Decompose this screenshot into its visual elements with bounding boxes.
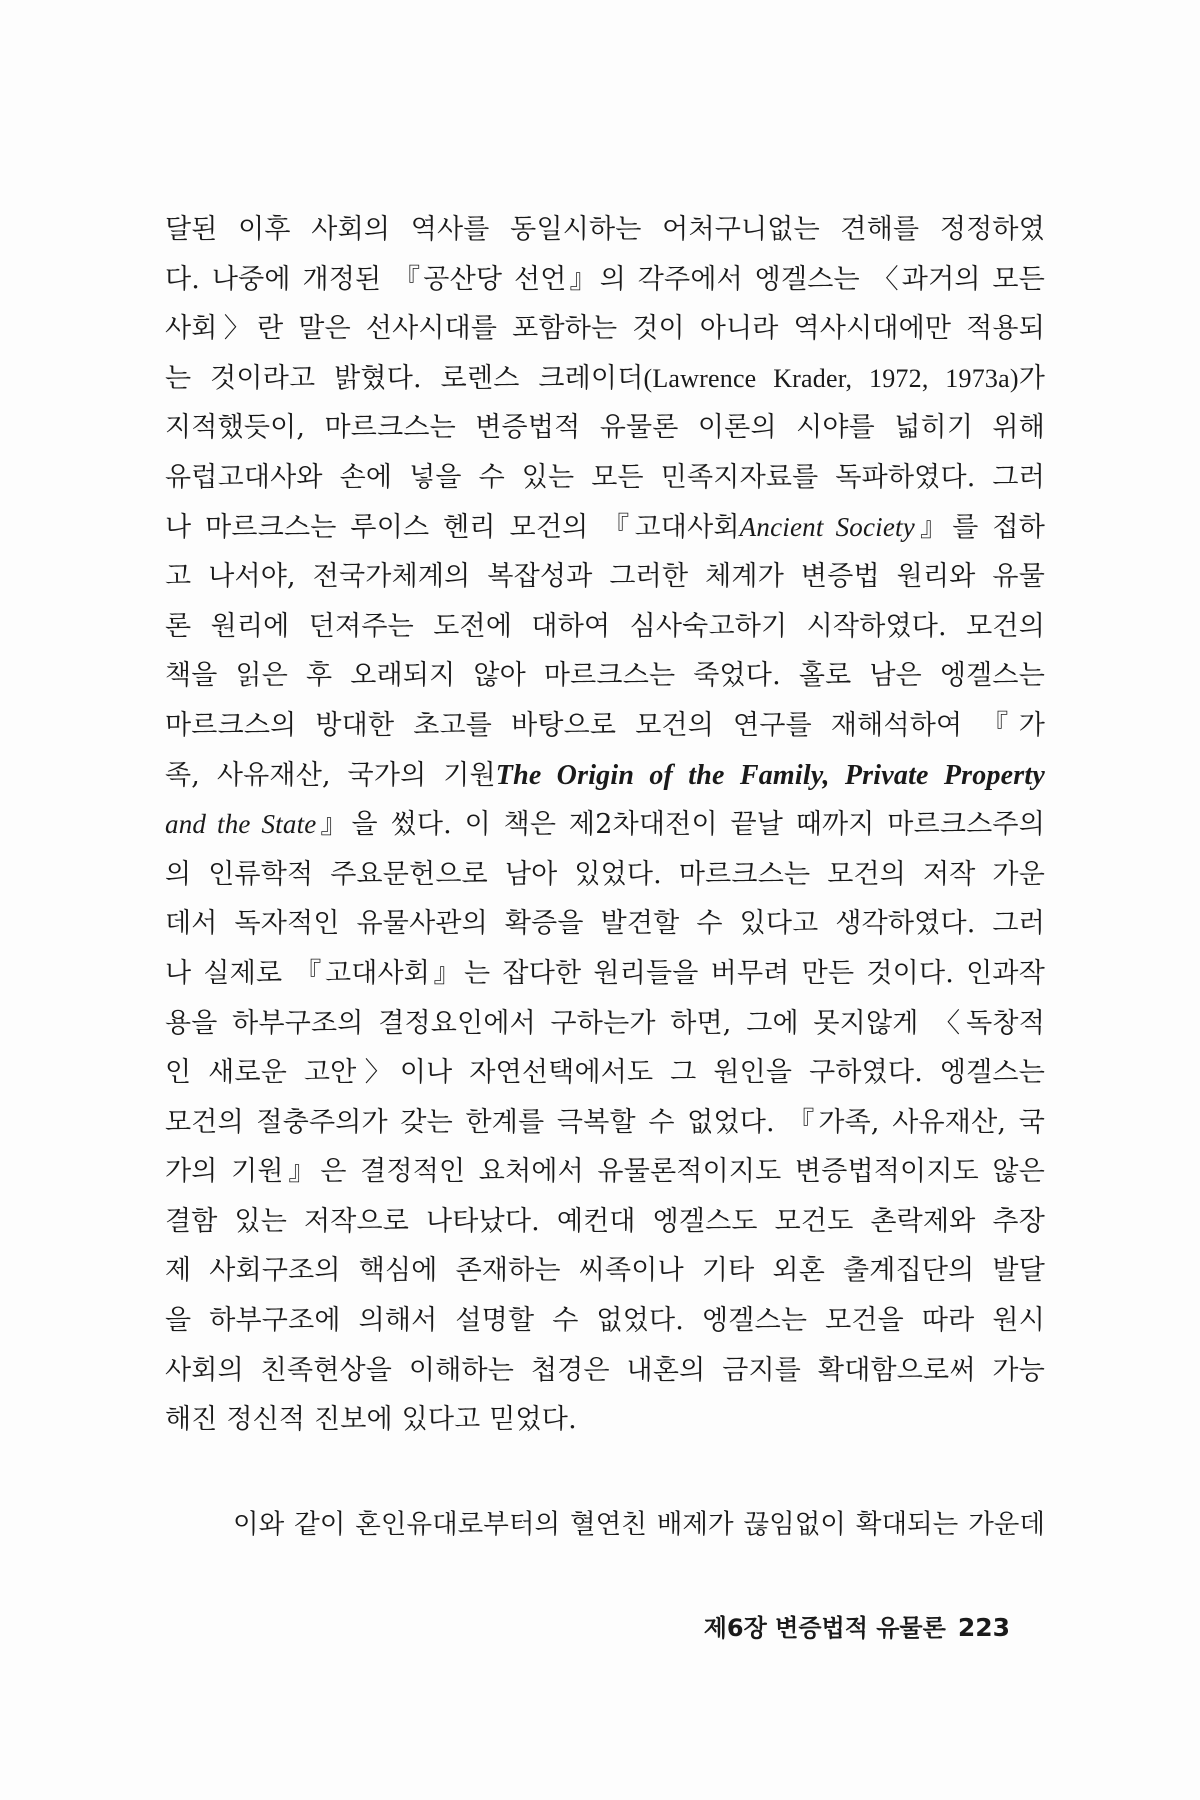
text-line: 을 하부구조에 의해서 설명할 수 없었다. 엥겔스는 모건을 따라 원시 bbox=[165, 1305, 1045, 1337]
text-line: 달된 이후 사회의 역사를 동일시하는 어처구니없는 견해를 정정하였 bbox=[165, 214, 1045, 245]
page-number: 223 bbox=[957, 1613, 1010, 1642]
text-line: 지적했듯이, 마르크스는 변증법적 유물론 이론의 시야를 넓히기 위해 bbox=[165, 412, 1045, 444]
text-line bbox=[165, 800, 1045, 850]
text-segment: 』을 썼다. 이 책은 제2차대전이 끝날 때까지 마르크스주의 bbox=[316, 809, 1045, 841]
text-segment: 』를 접하 bbox=[914, 511, 1045, 543]
text-line: 해진 정신적 진보에 있다고 믿었다. bbox=[165, 1404, 577, 1436]
text-line: 데서 독자적인 유물사관의 확증을 발견할 수 있다고 생각하였다. 그러 bbox=[165, 908, 1045, 940]
text-line: 다. 나중에 개정된 『공산당 선언』의 각주에서 엥겔스는 〈과거의 모든 bbox=[165, 263, 1045, 295]
text-line: 유럽고대사와 손에 넣을 수 있는 모든 민족지자료를 독파하였다. 그러 bbox=[165, 461, 1045, 493]
text-line: 제 사회구조의 핵심에 존재하는 씨족이나 기타 외혼 출계집단의 발달 bbox=[165, 1255, 1045, 1287]
text-segment: 는 것이라고 밝혔다. 로렌스 크레이더 bbox=[165, 362, 644, 394]
text-line: 사회의 친족현상을 이해하는 첩경은 내혼의 금지를 확대함으로써 가능 bbox=[165, 1354, 1045, 1386]
text-line: 책을 읽은 후 오래되지 않아 마르크스는 죽었다. 홀로 남은 엥겔스는 bbox=[165, 660, 1045, 692]
text-line: 의 인류학적 주요문헌으로 남아 있었다. 마르크스는 모건의 저작 가운 bbox=[165, 858, 1045, 890]
paragraph-2: 이와 같이 혼인유대로부터의 혈연친 배제가 끊임없이 확대되는 가운데 bbox=[233, 1509, 1045, 1540]
text-segment: 족, 사유재산, 국가의 기원 bbox=[165, 759, 496, 791]
chapter-title: 제6장 변증법적 유물론 bbox=[703, 1614, 946, 1642]
running-footer bbox=[704, 1608, 1010, 1643]
text-line: 론 원리에 던져주는 도전에 대하여 심사숙고하기 시작하였다. 모건의 bbox=[165, 610, 1045, 642]
text-line: 인 새로운 고안〉이나 자연선택에서도 그 원인을 구하였다. 엥겔스는 bbox=[165, 1057, 1045, 1089]
text-line: 고 나서야, 전국가체계의 복잡성과 그러한 체계가 변증법 원리와 유물 bbox=[165, 561, 1045, 593]
text-line: 결함 있는 저작으로 나타났다. 예컨대 엥겔스도 모건도 촌락제와 추장 bbox=[165, 1205, 1045, 1237]
text-segment: 나 마르크스는 루이스 헨리 모건의 『고대사회 bbox=[165, 511, 740, 543]
book-title-english: and the State bbox=[165, 809, 317, 840]
text-line: 용을 하부구조의 결정요인에서 구하는가 하면, 그에 못지않게 〈독창적 bbox=[165, 1007, 1045, 1039]
citation: (Lawrence Krader, 1972, 1973a) bbox=[643, 363, 1019, 393]
text-line bbox=[165, 751, 1045, 801]
text-line: 가의 기원』은 결정적인 요처에서 유물론적이지도 변증법적이지도 않은 bbox=[165, 1156, 1045, 1188]
text-line bbox=[165, 503, 1045, 553]
text-line: 사회〉란 말은 선사시대를 포함하는 것이 아니라 역사시대에만 적용되 bbox=[165, 313, 1045, 345]
text-segment: 가 bbox=[1018, 362, 1045, 394]
text-line: 나 실제로 『고대사회』는 잡다한 원리들을 버무려 만든 것이다. 인과작 bbox=[165, 957, 1045, 989]
book-title-english: The Origin of the Family, Private Property bbox=[495, 759, 1046, 791]
book-title-english: Ancient Society bbox=[739, 511, 915, 542]
text-line: 마르크스의 방대한 초고를 바탕으로 모건의 연구를 재해석하여 『가 bbox=[165, 709, 1045, 741]
text-line bbox=[165, 354, 1045, 404]
paragraph-1 bbox=[165, 205, 1045, 1445]
text-line: 모건의 절충주의가 갖는 한계를 극복할 수 없었다. 『가족, 사유재산, 국 bbox=[165, 1106, 1045, 1138]
